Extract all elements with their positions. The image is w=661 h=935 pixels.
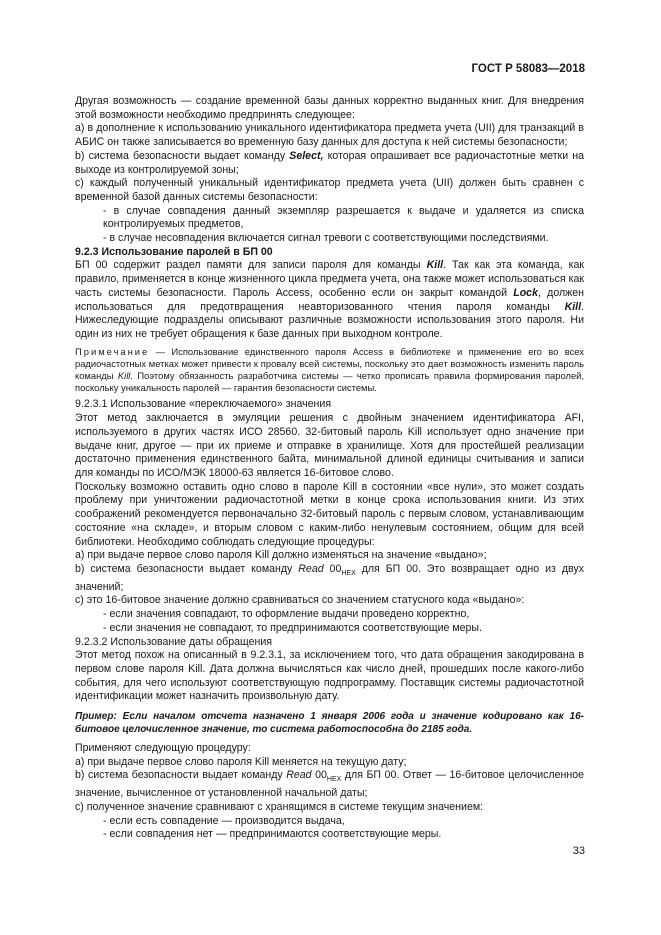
hex-subscript: HEX: [326, 776, 342, 784]
paragraph-text: Другая возможность — создание временной базы данных корректно выданных книг. Для внедрения этой возможности необходимо предпринять следующее:: [75, 95, 584, 121]
list-item: [75, 769, 584, 801]
note-text: — Использование единственного пароля Access в библиотеке и применение его во всех радиочастотных метках может привести к провалу всей системы, поскольку это дает возможность изменить пароль команды: [75, 345, 584, 382]
dash-item: - если значения не совпадают, то предпринимаются соответствующие меры.: [103, 621, 482, 634]
list-item-text: 00: [311, 769, 327, 782]
list-item: a) при выдаче первое слово пароля Kill должно изменяться на значение «выдано»;: [75, 549, 487, 562]
list-item-text: для БП 00. Это возвращает одно из двух значений;: [75, 562, 584, 593]
dash-item: - если значения совпадают, то оформление выдачи проведено корректно,: [103, 608, 470, 621]
command-name: Kill: [426, 259, 444, 272]
list-item-text: 00: [323, 562, 342, 575]
command-name: Lock: [513, 286, 538, 299]
paragraph: [75, 95, 584, 122]
paragraph: Применяют следующую процедуру:: [75, 742, 251, 755]
subsection-heading: 9.2.3.1 Использование «переключаемого» значения: [75, 398, 332, 411]
hex-subscript: HEX: [341, 570, 356, 578]
list-item-text: b) система безопасности выдает команду: [75, 562, 299, 575]
command-name: Select,: [289, 149, 324, 162]
list-item: [75, 150, 584, 177]
example: Пример: Если началом отсчета назначено 1 января 2006 года и значение кодировано как 16-битовое целочисленное значение, то система работоспособна до 2185 года.: [75, 711, 584, 736]
paragraph-text: БП 00 содержит раздел памяти для записи пароля для команды: [75, 259, 427, 272]
dash-item: - в случае несовпадения включается сигнал тревоги с соответствующими последствиями.: [103, 232, 549, 245]
list-item-text: b) система безопасности выдает команду: [75, 149, 290, 162]
list-item: c) полученное значение сравнивают с хранящимся в системе текущим значением:: [75, 800, 484, 813]
list-item: c) это 16-битовое значение должно сравниваться со значением статусного кода «выдано»:: [75, 594, 525, 607]
command-name: Kill: [117, 370, 131, 382]
command-name: Kill: [564, 300, 582, 313]
command-name: Read: [286, 769, 312, 782]
section-heading: 9.2.3 Использование паролей в БП 00: [75, 245, 273, 258]
paragraph-text: . Так как эта команда, как правило, применяется в конце жизненного цикла предмета учета, она также может использоваться как часть системы безопасности. Пароль Access, особенно если он закрыт командой: [75, 259, 584, 299]
list-item: c) каждый полученный уникальный идентификатор предмета учета (UII) должен быть сравнен с временной базой данных системы безопасности:: [75, 177, 584, 203]
list-item: a) в дополнение к использованию уникального идентификатора предмета учета (UII) для транзакций в АБИС он также записывается во временную базу данных для доступа к ней системы безопасности;: [75, 122, 584, 149]
dash-item: - в случае совпадения данный экземпляр разрешается к выдаче и удаляется из списка контролируемых предметов,: [103, 204, 584, 231]
note-text: . Поэтому обязанность разработчика системы — четко прописать правила формирования паролей, поскольку уникальность паролей — гарантия безопасности системы.: [75, 370, 584, 394]
page-number: 33: [572, 845, 585, 857]
document-body: [75, 95, 584, 842]
paragraph: Поскольку возможно оставить одно слово в пароле Kill в состоянии «все нули», это может создать проблему при уничтожении радиочастотной метки в конце срока использования книги. Из этих соображений рекомендуется первоначально 32-битовый пароль с первым словом, устанавливающим состояние «на складе», и вторым словом с каким-либо ненулевым состоянием, общим для всей библиотеки. Необходимо соблюдать следующие процедуры:: [75, 480, 584, 548]
paragraph: Этот метод заключается в эмуляции решения с двойным значением идентификатора AFI, используемого в других частях ИСО 28560. 32-битовый пароль Kill использует одно значение при выдаче книг, другое — при их приеме и отправке в хранилище. Хотя для простейшей реализации достаточно применения единственного байта, минимальной длиной единицы считывания и записи для команды по ИСО/МЭК 18000-63 является 16-битовое слово.: [75, 412, 584, 479]
dash-item: - если есть совпадение — производится выдача,: [103, 814, 345, 827]
dash-item: - если совпадения нет — предпринимаются соответствующие меры.: [103, 828, 442, 841]
paragraph: Этот метод похож на описанный в 9.2.3.1, за исключением того, что дата обращения закодирована в первом слове пароля Kill. Дата должна вычисляться как число дней, прошедших после какого-либо события, для чего используют соответствующую подпрограмму. Поставщик системы радиочастотной идентификации может назначить произвольную дату.: [75, 649, 584, 703]
list-item-text: которая опрашивает все радиочастотные метки на выходе из контролируемой зоны;: [75, 149, 584, 176]
paragraph: [75, 259, 584, 341]
list-item-text: для БП 00. Ответ — 16-битовое целочисленное значение, вычисленное от установленной начальной даты;: [75, 769, 584, 800]
note-label: Примечание: [75, 345, 150, 357]
paragraph-text: , должен использоваться для предотвращения неавторизованного чтения пароля команды: [75, 286, 584, 313]
list-item: [75, 563, 584, 595]
command-name: Read: [298, 562, 324, 575]
standard-header: ГОСТ Р 58083—2018: [471, 63, 585, 75]
list-item: a) при выдаче первое слово пароля Kill меняется на текущую дату;: [75, 755, 407, 768]
paragraph-text: . Нижеследующие подразделы описывают различные возможности использования этого пароля. Ни один из них не требует обращения к базе данных при выходном контроле.: [75, 300, 584, 340]
list-item-text: b) система безопасности выдает команду: [75, 769, 287, 782]
note: [75, 346, 584, 395]
subsection-heading: 9.2.3.2 Использование даты обращения: [75, 635, 272, 648]
